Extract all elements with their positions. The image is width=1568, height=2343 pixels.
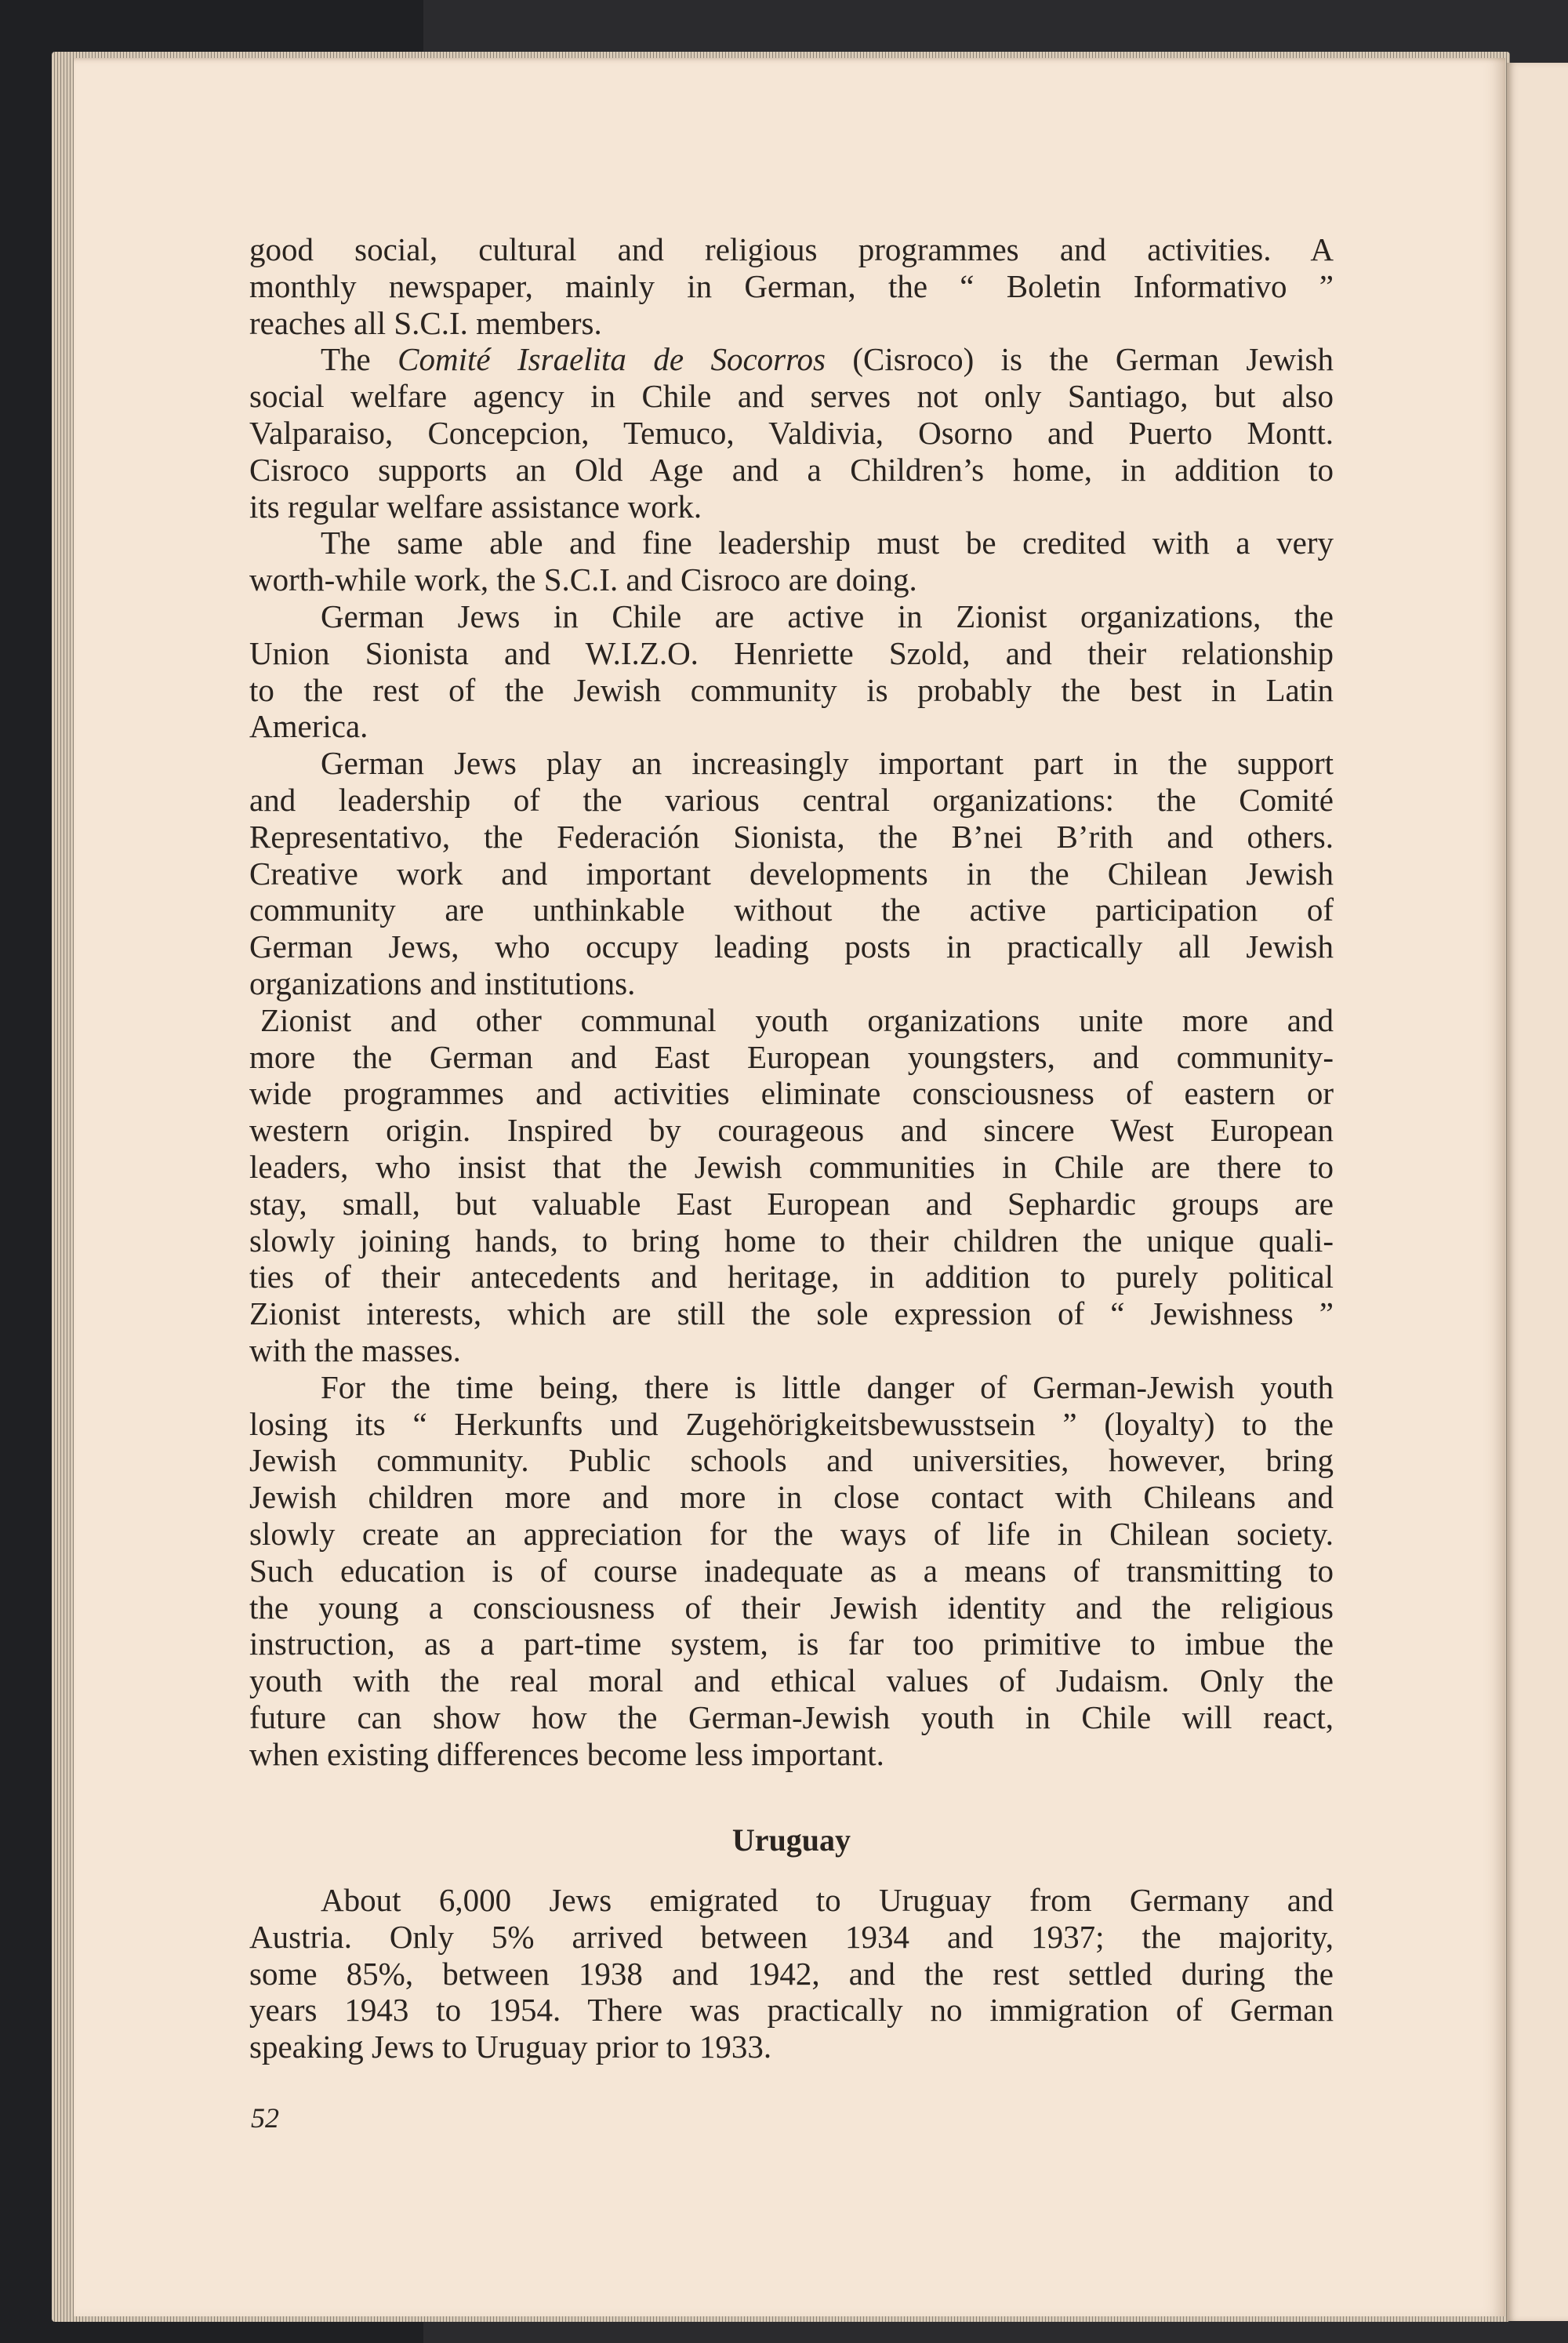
text-line: losing its “ Herkunfts und Zugehörigkeitsbewusstsein ” (loyalty) to the: [249, 1405, 1334, 1442]
paragraph-first-line: [321, 341, 1334, 377]
text-line: monthly newspaper, mainly in German, the “ Boletin Informativo ”: [249, 267, 1334, 304]
text-line: wide programmes and activities eliminate consciousness of eastern or: [249, 1075, 1334, 1112]
text-line: when existing differences become less important.: [249, 1735, 884, 1772]
paragraph-first-line: The same able and fine leadership must be credited with a very: [321, 525, 1334, 561]
text-line: with the masses.: [249, 1332, 461, 1368]
paragraph-first-line: About 6,000 Jews emigrated to Uruguay from Germany and: [321, 1882, 1334, 1918]
text-line: its regular welfare assistance work.: [249, 488, 702, 525]
text-line: reaches all S.C.I. members.: [249, 304, 602, 341]
text-line: youth with the real moral and ethical values of Judaism. Only the: [249, 1662, 1334, 1699]
text-line: western origin. Inspired by courageous and sincere West European: [249, 1112, 1334, 1149]
text-line: Zionist interests, which are still the sole expression of “ Jewishness ”: [249, 1295, 1334, 1332]
text-line: America.: [249, 708, 368, 745]
text-span: The: [321, 341, 398, 378]
text-line: Representativo, the Federación Sionista, the B’nei B’rith and others.: [249, 818, 1334, 855]
text-line: worth-while work, the S.C.I. and Cisroco are doing.: [249, 561, 917, 598]
text-line: speaking Jews to Uruguay prior to 1933.: [249, 2029, 772, 2065]
italic-name: Comité Israelita de Socorros: [397, 341, 826, 378]
paragraph-first-line: For the time being, there is little danger of German-Jewish youth: [321, 1368, 1334, 1405]
text-line: future can show how the German-Jewish youth in Chile will react,: [249, 1699, 1334, 1735]
text-line: to the rest of the Jewish community is probably the best in Latin: [249, 671, 1334, 708]
text-line: Jewish community. Public schools and universities, however, bring: [249, 1442, 1334, 1479]
paragraph-first-line: German Jews in Chile are active in Zionist organizations, the: [321, 598, 1334, 634]
text-line: years 1943 to 1954. There was practically no immigration of German: [249, 1992, 1334, 2029]
text-line: slowly joining hands, to bring home to their children the unique quali-: [249, 1222, 1334, 1259]
text-line: Such education is of course inadequate as a means of transmitting to: [249, 1552, 1334, 1589]
text-line: and leadership of the various central organizations: the Comité: [249, 782, 1334, 818]
text-span: (Cisroco) is the German Jewish: [826, 341, 1334, 378]
paragraph-first-line: German Jews play an increasingly important part in the support: [321, 745, 1334, 782]
text-line: instruction, as a part-time system, is far too primitive to imbue the: [249, 1626, 1334, 1662]
page-number: 52: [251, 2102, 279, 2134]
text-line: ties of their antecedents and heritage, in addition to purely political: [249, 1259, 1334, 1295]
text-line: stay, small, but valuable East European and Sephardic groups are: [249, 1185, 1334, 1222]
text-line: Valparaiso, Concepcion, Temuco, Valdivia, Osorno and Puerto Montt.: [249, 415, 1334, 451]
text-line: German Jews, who occupy leading posts in practically all Jewish: [249, 928, 1334, 965]
text-line: some 85%, between 1938 and 1942, and the rest settled during the: [249, 1955, 1334, 1992]
text-line: Union Sionista and W.I.Z.O. Henriette Szold, and their relationship: [249, 634, 1334, 671]
paragraph-first-line: good social, cultural and religious programmes and activities. A: [249, 231, 1334, 267]
text-line: social welfare agency in Chile and serves not only Santiago, but also: [249, 378, 1334, 415]
paragraph-first-line: Zionist and other communal youth organizations unite more and: [260, 1001, 1334, 1038]
text-line: the young a consciousness of their Jewish identity and the religious: [249, 1589, 1334, 1626]
text-line: community are unthinkable without the active participation of: [249, 892, 1334, 928]
text-line: Creative work and important developments in the Chilean Jewish: [249, 855, 1334, 892]
text-line: more the German and East European youngsters, and community-: [249, 1038, 1334, 1075]
section-heading: Uruguay: [731, 1822, 851, 1858]
text-line: slowly create an appreciation for the ways of life in Chilean society.: [249, 1516, 1334, 1552]
adjacent-page-edge: [1507, 63, 1568, 2321]
text-line: Austria. Only 5% arrived between 1934 and 1937; the majority,: [249, 1918, 1334, 1955]
text-line: Cisroco supports an Old Age and a Children’s home, in addition to: [249, 451, 1334, 488]
text-line: leaders, who insist that the Jewish communities in Chile are there to: [249, 1149, 1334, 1185]
text-line: organizations and institutions.: [249, 965, 636, 1001]
text-line: Jewish children more and more in close contact with Chileans and: [249, 1479, 1334, 1516]
